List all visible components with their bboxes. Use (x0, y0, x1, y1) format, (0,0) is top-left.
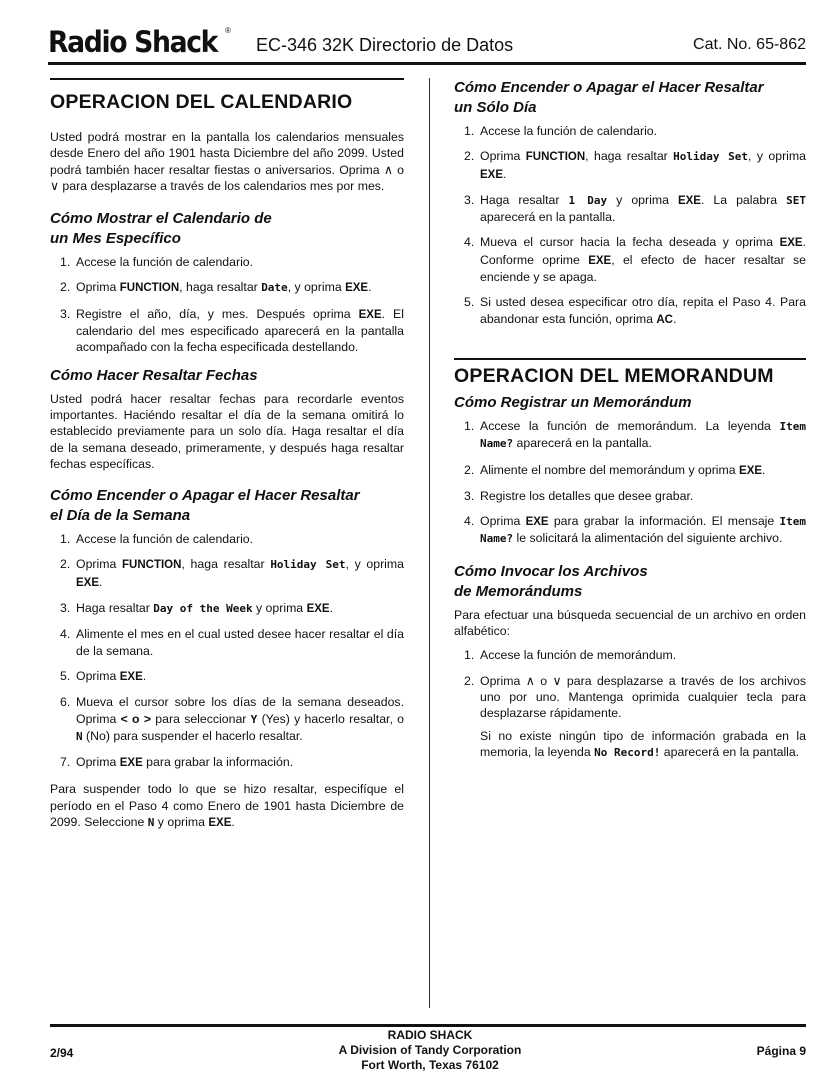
key-name: FUNCTION (122, 559, 182, 572)
display-text: Date (261, 281, 288, 295)
list-item (454, 148, 806, 183)
section-title-operacion-del-memorandum: OPERACION DEL MEMORANDUM (454, 364, 774, 387)
step-number: 2. (464, 462, 475, 477)
key-name: EXE (76, 576, 100, 589)
list-item (454, 647, 806, 663)
step-number: 2. (464, 149, 475, 164)
step-text: Oprima EXE para grabar la información. El mensaje Item Name? le solicitará la alimentación del siguiente archivo. (480, 514, 806, 546)
catalog-number: Cat. No. 65-862 (693, 36, 806, 53)
step-number: 7. (60, 755, 71, 770)
step-text: Accese la función de calendario. (76, 255, 254, 270)
section-title-operacion-del-calendario: OPERACION DEL CALENDARIO (50, 91, 353, 113)
step-number: 1. (464, 648, 475, 663)
step-number: 1. (60, 255, 71, 270)
step-text: Alimente el mes en el cual usted desee hacer resaltar el día de la semana. (76, 627, 404, 658)
step-text: Registre los detalles que desee grabar. (480, 488, 694, 503)
step-number: 5. (60, 668, 71, 683)
section-rule (454, 358, 806, 360)
subheading-como-mostrar-el-calendario-de-un-mes-esp: Cómo Mostrar el Calendario de un Mes Específico (50, 210, 272, 248)
paragraph: Para suspender todo lo que se hizo resaltar, especifíque el período en el Paso 4 como Enero de 1901 hasta Diciembre de 2099. Seleccione N y oprima EXE. (50, 782, 404, 830)
subheading-como-encender-o-apagar-el-hacer-resaltar: Cómo Encender o Apagar el Hacer Resaltar un Sólo Día (454, 79, 764, 116)
step-list (454, 418, 806, 548)
step-text: Oprima EXE. (76, 668, 147, 683)
display-text: No Record! (594, 745, 661, 759)
registered-mark: ® (225, 26, 231, 35)
list-item (50, 306, 404, 356)
key-name: EXE (739, 464, 763, 477)
right-column (454, 78, 806, 761)
list-item (454, 673, 806, 761)
step-text: Accese la función de memorándum. La leyenda Item Name? aparecerá en la pantalla. (480, 418, 806, 451)
key-name: EXE (358, 308, 382, 321)
key-name: EXE (588, 254, 612, 267)
display-text: Item Name? (480, 419, 806, 451)
step-text: Oprima ∧ o ∨ para desplazarse a través de los archivos uno por uno. Mantenga oprimida cualquier tecla para desplazarse rápidamente. (480, 673, 806, 721)
list-item (454, 462, 806, 479)
footer-rule (50, 1024, 806, 1027)
key-name: EXE (779, 237, 803, 250)
list-item (50, 626, 404, 659)
footer-line-2: A Division of Tandy Corporation (338, 1043, 522, 1057)
list-item (454, 488, 806, 504)
paragraph: Usted podrá mostrar en la pantalla los calendarios mensuales desde Enero del año 1901 hasta Diciembre del año 2099. Usted podrá también hacer resaltar fiestas o aniversarios. Oprima ∧ o ∨ para desplazarse a través de los calendarios mes por mes. (50, 130, 404, 193)
step-text: Haga resaltar Day of the Week y oprima EXE. (76, 601, 334, 616)
subheading-como-registrar-un-memorandum: Cómo Registrar un Memorándum (454, 393, 692, 411)
page-header (48, 26, 806, 62)
key-name: EXE (480, 168, 504, 181)
step-text: Alimente el nombre del memorándum y oprima EXE. (480, 462, 766, 477)
step-number: 3. (464, 192, 475, 207)
list-item (454, 513, 806, 548)
step-text: Mueva el cursor hacia la fecha deseada y oprima EXE. Conforme oprime EXE, el efecto de hacer resaltar se enciende y se apaga. (480, 235, 806, 285)
display-text: Holiday Set (270, 558, 346, 572)
step-list (50, 254, 404, 355)
display-text: Y (250, 712, 258, 726)
key-name: EXE (208, 817, 232, 830)
list-item (454, 192, 806, 226)
step-number: 3. (60, 306, 71, 321)
subheading-como-hacer-resaltar-fechas: Cómo Hacer Resaltar Fechas (50, 366, 258, 384)
step-text: Accese la función de calendario. (76, 532, 254, 547)
display-text: SET (786, 193, 806, 207)
step-number: 6. (60, 695, 71, 710)
footer-publisher (280, 1028, 580, 1073)
list-item (50, 754, 404, 771)
step-text: Oprima FUNCTION, haga resaltar Holiday Set, y oprima EXE. (480, 149, 806, 181)
key-name: EXE (306, 603, 330, 616)
list-item (454, 123, 806, 139)
key-name: EXE (677, 194, 701, 207)
paragraph: Para efectuar una búsqueda secuencial de un archivo en orden alfabético: (454, 607, 806, 639)
list-item (50, 694, 404, 745)
subheading-como-invocar-los-archivos-de-memorandums: Cómo Invocar los Archivos de Memorándums (454, 562, 648, 600)
subheading-como-encender-o-apagar-el-hacer-resaltar: Cómo Encender o Apagar el Hacer Resaltar el Día de la Semana (50, 487, 360, 525)
step-number: 2. (464, 673, 475, 688)
left-column (50, 78, 404, 831)
key-name: FUNCTION (525, 151, 586, 164)
step-number: 5. (464, 295, 475, 310)
paragraph: Usted podrá hacer resaltar fechas para recordarle eventos importantes. Haciéndo resaltar el día de la semana omitirá lo establecido previamente para un solo día. Haga resaltar el día de la semana deseado, primeramente, y después haga resaltar fechas específicas. (50, 391, 404, 471)
step-text: Accese la función de memorándum. (480, 648, 677, 663)
key-name: EXE (119, 670, 143, 683)
column-divider (429, 78, 430, 1008)
step-number: 2. (60, 557, 71, 572)
list-item (50, 279, 404, 296)
step-number: 3. (464, 488, 475, 503)
step-list (454, 647, 806, 761)
list-item (454, 234, 806, 285)
footer-line-1: RADIO SHACK (387, 1028, 473, 1042)
footer-date: 2/94 (50, 1046, 74, 1060)
key-name: FUNCTION (119, 282, 180, 295)
step-number: 4. (464, 514, 475, 529)
list-item (50, 556, 404, 591)
step-number: 3. (60, 601, 71, 616)
list-item (50, 531, 404, 547)
key-name: EXE (119, 757, 143, 770)
step-number: 1. (464, 124, 475, 138)
step-number: 1. (464, 418, 475, 433)
arrow-keys: < o > (120, 711, 152, 726)
display-text: Item Name? (480, 515, 806, 546)
step-text: Oprima EXE para grabar la información. (76, 755, 294, 770)
step-list (454, 123, 806, 328)
key-name: AC (656, 313, 673, 326)
list-item (50, 668, 404, 685)
list-item (454, 294, 806, 328)
list-item (50, 600, 404, 617)
radio-shack-logo: Radio Shack (48, 25, 218, 59)
step-number: 4. (60, 627, 71, 642)
step-text: Mueva el cursor sobre los días de la semana deseados. Oprima < o > para seleccionar Y (Yes) y hacerlo resaltar, o N (No) para suspender el hacerlo resaltar. (76, 695, 404, 743)
key-name: EXE (525, 516, 549, 529)
document-title: EC-346 32K Directorio de Datos (256, 35, 514, 55)
list-item (50, 254, 404, 270)
display-text: N (147, 816, 155, 830)
list-item (454, 418, 806, 453)
step-text: Haga resaltar 1 Day y oprima EXE. La palabra SET aparecerá en la pantalla. (480, 192, 806, 225)
footer-line-3: Fort Worth, Texas 76102 (361, 1058, 499, 1072)
display-text: N (76, 729, 83, 743)
step-text: Registre el año, día, y mes. Después oprima EXE. El calendario del mes especificado aparecerá en la pantalla acompañado con la fecha especificada destellando. (76, 306, 404, 355)
display-text: Day of the Week (153, 602, 253, 616)
step-list (50, 531, 404, 771)
step-number: 1. (60, 532, 71, 547)
step-number: 2. (60, 280, 71, 295)
section-rule (50, 78, 404, 80)
display-text: 1 Day (568, 193, 608, 207)
step-text: Si no existe ningún tipo de información grabada en la memoria, la leyenda No Record! aparecerá en la pantalla. (480, 728, 806, 759)
display-text: Holiday Set (673, 150, 749, 164)
step-number: 4. (464, 235, 475, 250)
step-text: Si usted desea especificar otro día, repita el Paso 4. Para abandonar esta función, oprima AC. (480, 295, 806, 326)
step-text: Accese la función de calendario. (480, 124, 658, 138)
step-text: Oprima FUNCTION, haga resaltar Date, y oprima EXE. (76, 280, 372, 295)
header-rule (48, 62, 806, 65)
step-text: Oprima FUNCTION, haga resaltar Holiday Set, y oprima EXE. (76, 557, 404, 589)
key-name: EXE (345, 282, 369, 295)
page-number: Página 9 (756, 1044, 806, 1058)
